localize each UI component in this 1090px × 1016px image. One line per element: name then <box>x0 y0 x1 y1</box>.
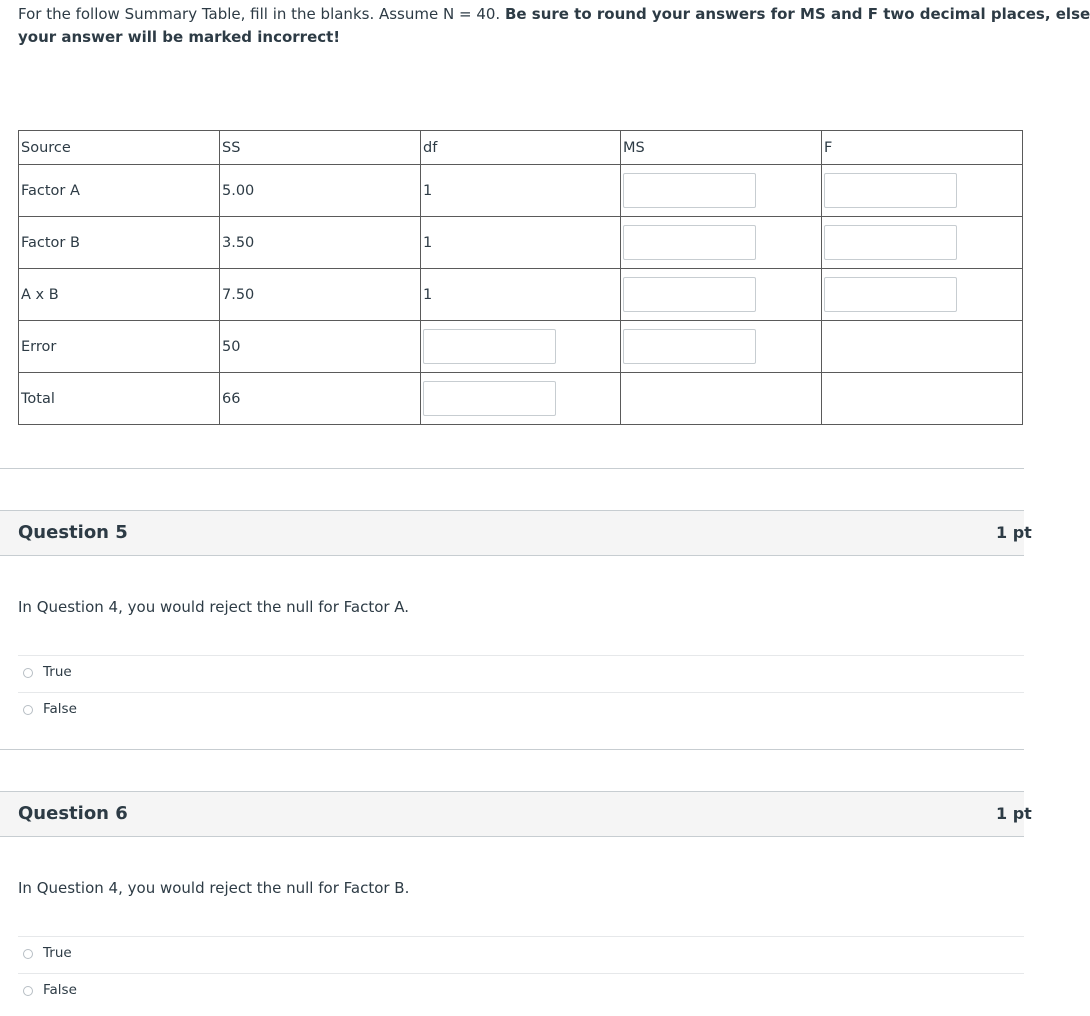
header-df: df <box>421 131 621 165</box>
question-6-text: In Question 4, you would reject the null for Factor B. <box>18 879 410 897</box>
instructions-warning-line1: Be sure to round your answers for MS and F two decimal places, else <box>504 5 1090 23</box>
cell-source: Error <box>19 321 220 373</box>
cell-f <box>822 269 1023 321</box>
cell-source: Factor B <box>19 217 220 269</box>
question-title: Question 5 <box>18 522 128 543</box>
radio-button[interactable] <box>23 986 33 996</box>
question-divider <box>0 749 1024 750</box>
answer-label: False <box>43 701 77 717</box>
question-instructions <box>18 3 1090 49</box>
header-f: F <box>822 131 1023 165</box>
cell-df: 1 <box>421 269 621 321</box>
question-points: 1 pt <box>996 523 1032 542</box>
instructions-warning-line2: your answer will be marked incorrect! <box>18 28 341 46</box>
answer-option-false[interactable] <box>18 692 1024 730</box>
cell-ms <box>621 165 822 217</box>
table-header-row <box>19 131 1023 165</box>
question-title: Question 6 <box>18 803 128 824</box>
cell-ss: 7.50 <box>220 269 421 321</box>
df-total-input[interactable] <box>423 381 556 416</box>
cell-df <box>421 373 621 425</box>
cell-ss: 5.00 <box>220 165 421 217</box>
question-5-header <box>0 510 1032 556</box>
question-5-text: In Question 4, you would reject the null for Factor A. <box>18 598 410 616</box>
table-row-factor-b <box>19 217 1023 269</box>
table-row-factor-a <box>19 165 1023 217</box>
question-points: 1 pt <box>996 804 1032 823</box>
answer-label: True <box>43 664 72 680</box>
cell-df: 1 <box>421 217 621 269</box>
anova-summary-table <box>18 130 1023 425</box>
radio-button[interactable] <box>23 668 33 678</box>
radio-button[interactable] <box>23 949 33 959</box>
answer-option-false[interactable] <box>18 973 1024 1011</box>
instructions-text: For the follow Summary Table, fill in the blanks. Assume N = 40. <box>18 5 501 23</box>
cell-ss: 3.50 <box>220 217 421 269</box>
ms-axb-input[interactable] <box>623 277 756 312</box>
table-row-total <box>19 373 1023 425</box>
answer-label: True <box>43 945 72 961</box>
radio-button[interactable] <box>23 705 33 715</box>
ms-factor-a-input[interactable] <box>623 173 756 208</box>
cell-source: Factor A <box>19 165 220 217</box>
cell-ss: 50 <box>220 321 421 373</box>
cell-source: A x B <box>19 269 220 321</box>
f-factor-a-input[interactable] <box>824 173 957 208</box>
header-ms: MS <box>621 131 822 165</box>
cell-ms <box>621 217 822 269</box>
question-6-header <box>0 791 1032 837</box>
ms-factor-b-input[interactable] <box>623 225 756 260</box>
answer-option-true[interactable] <box>18 936 1024 974</box>
cell-f <box>822 165 1023 217</box>
question-divider <box>0 468 1024 469</box>
cell-ms <box>621 269 822 321</box>
cell-ss: 66 <box>220 373 421 425</box>
answer-label: False <box>43 982 77 998</box>
header-source: Source <box>19 131 220 165</box>
f-axb-input[interactable] <box>824 277 957 312</box>
cell-source: Total <box>19 373 220 425</box>
cell-f <box>822 321 1023 373</box>
cell-df <box>421 321 621 373</box>
cell-f <box>822 373 1023 425</box>
df-error-input[interactable] <box>423 329 556 364</box>
ms-error-input[interactable] <box>623 329 756 364</box>
cell-ms <box>621 373 822 425</box>
answer-option-true[interactable] <box>18 655 1024 693</box>
f-factor-b-input[interactable] <box>824 225 957 260</box>
cell-ms <box>621 321 822 373</box>
header-ss: SS <box>220 131 421 165</box>
cell-df: 1 <box>421 165 621 217</box>
table-row-axb <box>19 269 1023 321</box>
cell-f <box>822 217 1023 269</box>
table-row-error <box>19 321 1023 373</box>
